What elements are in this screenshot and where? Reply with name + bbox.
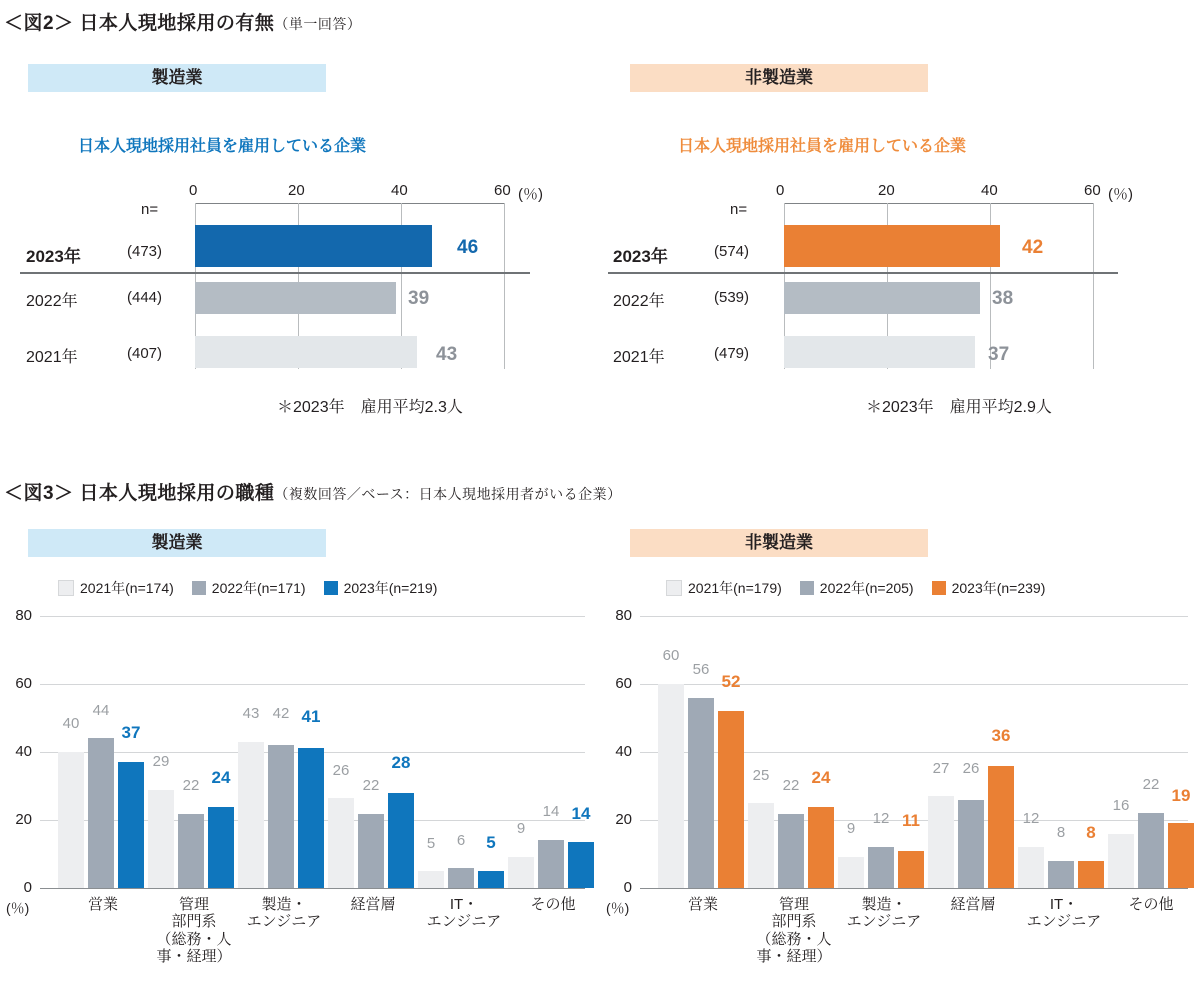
fig3-mfg-ytick-20: 20 xyxy=(15,811,32,828)
fig3-mfg-ytick-40: 40 xyxy=(15,743,32,760)
figure3-title xyxy=(4,478,622,505)
fig2-non-n-header: n= xyxy=(730,201,748,218)
fig2-non-divider xyxy=(608,272,1118,274)
category-label: 経営層 xyxy=(950,896,996,913)
value-2023: 8 xyxy=(1086,823,1096,842)
fig3-panel-mfg-header: 製造業 xyxy=(28,529,326,557)
bar-2022 xyxy=(88,738,114,888)
fig3-non-legend xyxy=(666,578,1045,598)
value-2023: 19 xyxy=(1171,786,1191,805)
bar-2023 xyxy=(388,793,414,888)
fig3-mfg-gridline-80 xyxy=(40,616,585,617)
bar-2023 xyxy=(1078,861,1104,888)
bar-2022 xyxy=(448,868,474,888)
fig2-mfg-axis-unit: (％) xyxy=(518,186,543,203)
bar-2021 xyxy=(328,798,354,888)
bar-2021 xyxy=(928,796,954,888)
category-label: 営業 xyxy=(87,896,118,913)
fig3-non-ytick-20: 20 xyxy=(615,811,632,828)
fig2-non-bar-2023 xyxy=(784,225,1000,267)
fig2-non-bar-2021 xyxy=(784,336,975,368)
bar-2021 xyxy=(508,857,534,888)
fig2-mfg-gridline-60 xyxy=(504,203,505,369)
bar-2023 xyxy=(568,842,594,888)
fig2-mfg-n-header: n= xyxy=(141,201,159,218)
category-label: その他 xyxy=(530,896,576,913)
fig3-mfg-ytick-0: 0 xyxy=(23,879,32,896)
fig2-panel-non-header: 非製造業 xyxy=(630,64,928,92)
fig3-mfg-ytick-80: 80 xyxy=(15,607,32,624)
value-2023: 52 xyxy=(721,672,741,691)
value-2022: 14 xyxy=(542,803,560,820)
legend-label-2022: 2022年(n=171) xyxy=(211,580,306,596)
value-2023: 24 xyxy=(211,768,231,787)
bar-2022 xyxy=(958,800,984,888)
value-2023: 28 xyxy=(391,753,411,772)
bar-2021 xyxy=(1108,834,1134,888)
fig2-mfg-tick-0: 0 xyxy=(189,182,198,199)
value-2022: 44 xyxy=(92,702,110,719)
fig2-mfg-axis-line xyxy=(195,203,505,204)
bar-2022 xyxy=(358,814,384,888)
fig2-mfg-row-2022-n: (444) xyxy=(127,289,163,306)
bar-2021 xyxy=(238,742,264,888)
fig2-mfg-row-2023-n: (473) xyxy=(127,243,163,260)
fig2-mfg-value-2023: 46 xyxy=(457,237,479,258)
bar-2021 xyxy=(1018,847,1044,888)
fig3-mfg-ytick-60: 60 xyxy=(15,675,32,692)
figure2-title-main: ＜図2＞ 日本人現地採用の有無 xyxy=(4,13,275,34)
fig3-mfg-gridline-60 xyxy=(40,684,585,685)
bar-2023 xyxy=(118,762,144,888)
fig3-mfg-axis-baseline xyxy=(40,888,585,889)
fig2-non-tick-40: 40 xyxy=(981,182,998,199)
fig2-mfg-row-2022-year: 2022年 xyxy=(26,293,78,310)
bar-2021 xyxy=(748,803,774,888)
fig2-non-tick-0: 0 xyxy=(776,182,785,199)
value-2023: 37 xyxy=(121,723,141,742)
fig2-panel-mfg-header: 製造業 xyxy=(28,64,326,92)
value-2021: 12 xyxy=(1022,810,1040,827)
legend-item-2023 xyxy=(324,578,438,598)
legend-swatch-2021 xyxy=(58,580,74,596)
value-2023: 5 xyxy=(486,833,496,852)
fig2-non-row-2022-year: 2022年 xyxy=(613,293,665,310)
category-label: 製造・ エンジニア xyxy=(846,896,922,931)
value-2022: 22 xyxy=(362,777,380,794)
category-label: 経営層 xyxy=(350,896,396,913)
figure3-title-sub: （複数回答／ベース：日本人現地採用者がいる企業） xyxy=(274,486,622,502)
fig3-non-ytick-40: 40 xyxy=(615,743,632,760)
fig2-mfg-tick-60: 60 xyxy=(494,182,511,199)
fig2-panel-mfg-section-label: 日本人現地採用社員を雇用している企業 xyxy=(78,138,367,155)
bar-2023 xyxy=(478,871,504,888)
category-label: IT・ エンジニア xyxy=(1026,896,1102,931)
legend-label-2021: 2021年(n=179) xyxy=(688,580,782,596)
value-2021: 29 xyxy=(152,753,170,770)
fig2-non-tick-20: 20 xyxy=(878,182,895,199)
bar-2023 xyxy=(898,851,924,888)
fig2-non-row-2023-year: 2023年 xyxy=(613,247,668,266)
fig3-non-ytick-60: 60 xyxy=(615,675,632,692)
legend-item-2021 xyxy=(666,578,782,598)
value-2021: 9 xyxy=(516,820,526,837)
fig2-mfg-bar-2021 xyxy=(195,336,417,368)
fig2-mfg-tick-20: 20 xyxy=(288,182,305,199)
fig3-non-gridline-80 xyxy=(640,616,1188,617)
value-2021: 40 xyxy=(62,715,80,732)
value-2022: 42 xyxy=(272,705,290,722)
fig2-non-bar-2022 xyxy=(784,282,980,314)
fig2-mfg-tick-40: 40 xyxy=(391,182,408,199)
fig2-panel-non-section-label: 日本人現地採用社員を雇用している企業 xyxy=(678,138,967,155)
legend-swatch-2023 xyxy=(932,581,946,595)
value-2021: 27 xyxy=(932,760,950,777)
fig3-non-ytick-0: 0 xyxy=(623,879,632,896)
fig3-mfg-ylabel: (％) xyxy=(6,900,30,916)
fig2-non-row-2023-n: (574) xyxy=(714,243,750,260)
value-2021: 43 xyxy=(242,705,260,722)
fig3-non-ytick-80: 80 xyxy=(615,607,632,624)
value-2023: 14 xyxy=(571,804,591,823)
bar-2022 xyxy=(268,745,294,888)
fig2-non-value-2021: 37 xyxy=(988,344,1010,365)
bar-2022 xyxy=(778,814,804,888)
fig3-non-axis-baseline xyxy=(640,888,1188,889)
value-2022: 22 xyxy=(782,777,800,794)
legend-label-2023: 2023年(n=219) xyxy=(343,580,438,596)
bar-2022 xyxy=(688,698,714,888)
fig2-mfg-bar-2022 xyxy=(195,282,396,314)
value-2021: 60 xyxy=(662,647,680,664)
fig2-mfg-row-2021-n: (407) xyxy=(127,345,163,362)
fig2-non-row-2022-n: (539) xyxy=(714,289,750,306)
value-2021: 5 xyxy=(426,835,436,852)
bar-2022 xyxy=(538,840,564,888)
fig2-non-row-2021-year: 2021年 xyxy=(613,349,665,366)
value-2022: 6 xyxy=(456,832,466,849)
fig2-mfg-note: ＊2023年 雇用平均2.3人 xyxy=(277,399,463,416)
category-label: IT・ エンジニア xyxy=(426,896,502,931)
figure2-title xyxy=(4,8,361,35)
category-label: 管理 部門系 （総務・人 事・経理） xyxy=(756,896,832,965)
value-2021: 25 xyxy=(752,767,770,784)
fig3-non-ylabel: (％) xyxy=(606,900,630,916)
fig2-non-value-2022: 38 xyxy=(992,288,1014,309)
category-label: 管理 部門系 （総務・人 事・経理） xyxy=(156,896,232,965)
fig3-mfg-legend xyxy=(58,578,437,598)
bar-2022 xyxy=(868,847,894,888)
fig2-non-gridline-60 xyxy=(1093,203,1094,369)
fig2-mfg-bar-2023 xyxy=(195,225,432,267)
value-2021: 16 xyxy=(1112,797,1130,814)
bar-2023 xyxy=(1168,823,1194,888)
value-2023: 24 xyxy=(811,768,831,787)
fig3-panel-non-header: 非製造業 xyxy=(630,529,928,557)
bar-2021 xyxy=(838,857,864,888)
legend-label-2022: 2022年(n=205) xyxy=(819,580,914,596)
fig2-mfg-row-2021-year: 2021年 xyxy=(26,349,78,366)
value-2021: 9 xyxy=(846,820,856,837)
fig2-mfg-divider xyxy=(20,272,530,274)
value-2021: 26 xyxy=(332,762,350,779)
fig2-non-axis-line xyxy=(784,203,1094,204)
value-2022: 22 xyxy=(1142,776,1160,793)
value-2022: 22 xyxy=(182,777,200,794)
value-2023: 41 xyxy=(301,707,321,726)
legend-item-2021 xyxy=(58,578,174,598)
value-2023: 11 xyxy=(902,811,920,830)
fig2-mfg-value-2022: 39 xyxy=(408,288,430,309)
bar-2023 xyxy=(208,807,234,888)
legend-swatch-2021 xyxy=(666,580,682,596)
fig2-non-note: ＊2023年 雇用平均2.9人 xyxy=(866,399,1052,416)
bar-2023 xyxy=(808,807,834,888)
value-2022: 12 xyxy=(872,810,890,827)
fig2-mfg-value-2021: 43 xyxy=(436,344,458,365)
bar-2021 xyxy=(148,790,174,888)
fig2-non-row-2021-n: (479) xyxy=(714,345,750,362)
bar-2021 xyxy=(418,871,444,888)
value-2022: 26 xyxy=(962,760,980,777)
fig2-non-value-2023: 42 xyxy=(1022,237,1044,258)
value-2022: 8 xyxy=(1056,824,1066,841)
legend-label-2021: 2021年(n=174) xyxy=(80,580,174,596)
legend-label-2023: 2023年(n=239) xyxy=(951,580,1046,596)
fig2-non-axis-unit: (％) xyxy=(1108,186,1133,203)
figure3-title-main: ＜図3＞ 日本人現地採用の職種 xyxy=(4,483,275,504)
legend-item-2022 xyxy=(192,578,306,598)
bar-2023 xyxy=(718,711,744,888)
value-2022: 56 xyxy=(692,661,710,678)
bar-2023 xyxy=(988,766,1014,888)
bar-2021 xyxy=(58,752,84,888)
legend-item-2022 xyxy=(800,578,914,598)
bar-2022 xyxy=(1048,861,1074,888)
fig2-mfg-row-2023-year: 2023年 xyxy=(26,247,81,266)
bar-2022 xyxy=(178,814,204,888)
legend-swatch-2022 xyxy=(192,581,206,595)
category-label: 製造・ エンジニア xyxy=(246,896,322,931)
legend-item-2023 xyxy=(932,578,1046,598)
bar-2021 xyxy=(658,684,684,888)
legend-swatch-2022 xyxy=(800,581,814,595)
bar-2023 xyxy=(298,748,324,888)
category-label: 営業 xyxy=(687,896,718,913)
category-label: その他 xyxy=(1128,896,1174,913)
value-2023: 36 xyxy=(991,726,1011,745)
figure2-title-sub: （単一回答） xyxy=(274,16,362,32)
bar-2022 xyxy=(1138,813,1164,888)
fig2-non-tick-60: 60 xyxy=(1084,182,1101,199)
legend-swatch-2023 xyxy=(324,581,338,595)
